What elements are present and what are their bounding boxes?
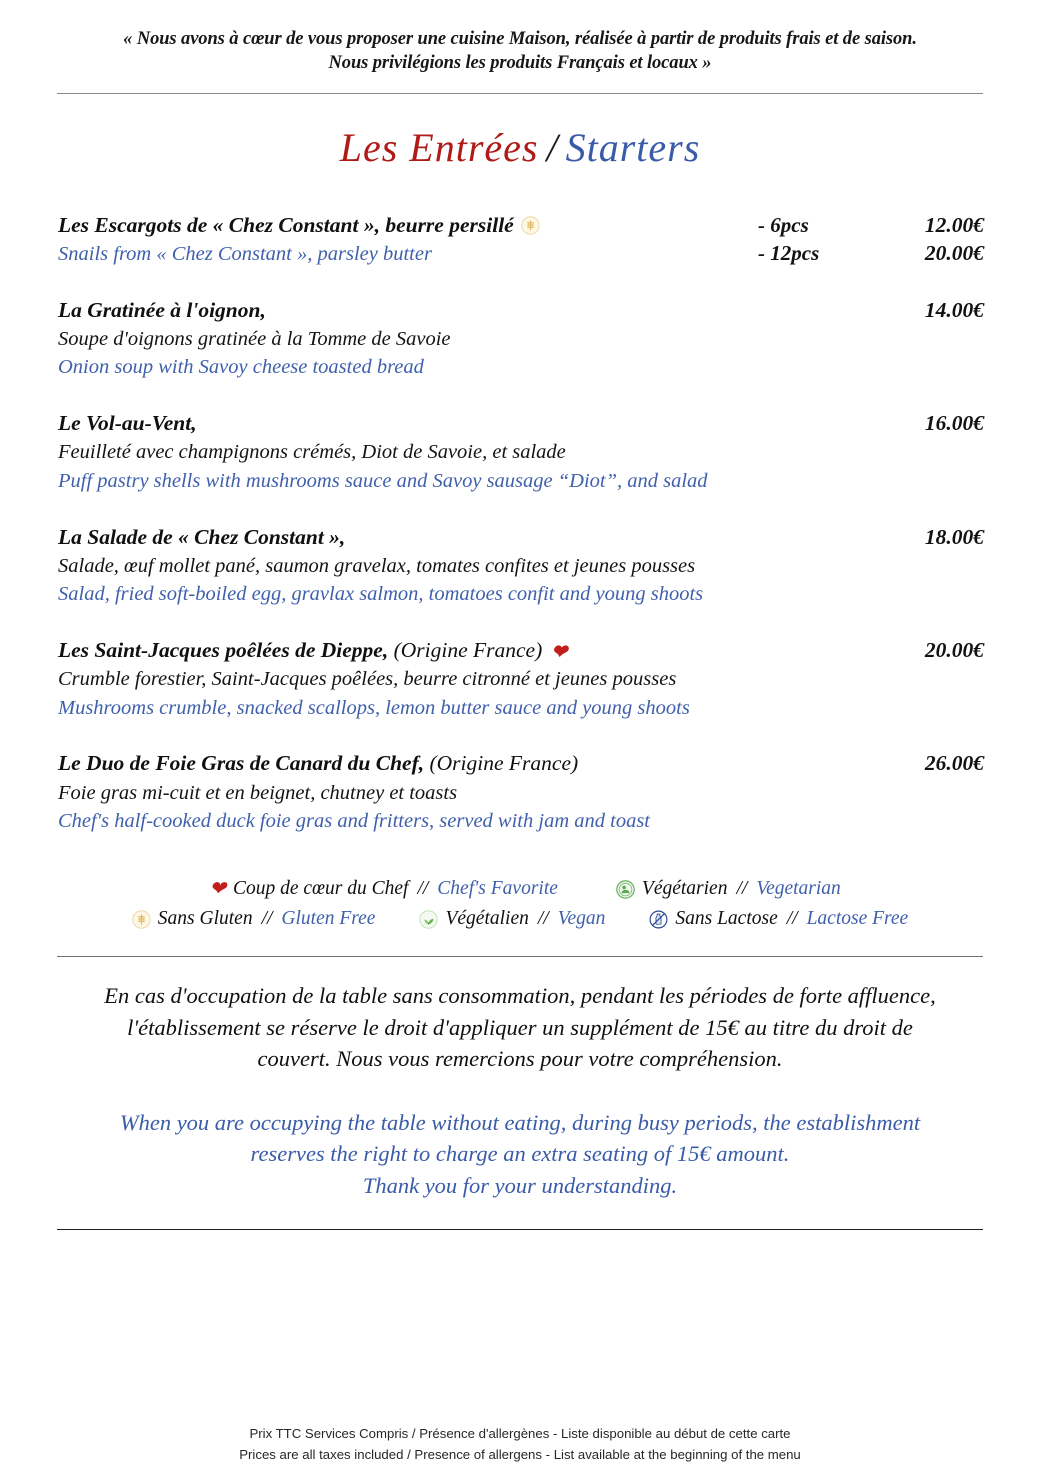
vegan-icon (419, 910, 438, 929)
header-quote (0, 0, 1040, 76)
legend-separator: // (261, 908, 273, 930)
menu-item-row (58, 240, 984, 269)
legend-label-english: Chef's Favorite (437, 877, 558, 899)
gluten-free-icon (521, 216, 540, 235)
footer-line-english: Prices are all taxes included / Presence of allergens - List available at the beginning of the menu (239, 1446, 801, 1462)
menu-item-row (58, 522, 984, 552)
item-name-french: La Gratinée à l'oignon, (58, 297, 266, 322)
divider-middle (57, 956, 983, 957)
legend-label-french: Végétarien (641, 877, 728, 899)
lactose-free-icon (649, 910, 668, 929)
legend-label-english: Vegan (557, 908, 606, 930)
legend-lactose-free (649, 904, 908, 934)
item-description-english: Chef's half-cooked duck foie gras and fritters, served with jam and toast (58, 810, 650, 833)
legend-vegan (419, 904, 605, 934)
legend-gluten-free (132, 904, 376, 934)
legend-vegetarian (616, 874, 841, 904)
notice-en-line-3: Thank you for your understanding. (362, 1172, 678, 1198)
item-description-english: Puff pastry shells with mushrooms sauce and Savoy sausage “Diot”, and salad (58, 469, 708, 492)
notice-english (38, 1107, 1002, 1202)
item-price: 26.00€ (924, 751, 984, 776)
quote-line-1: « Nous avons à cœur de vous proposer une cuisine Maison, réalisée à partir de produits frais et de saison. (123, 29, 917, 49)
menu-items-list (0, 210, 1040, 836)
item-name-french: Les Escargots de « Chez Constant », beurre persillé (58, 210, 540, 240)
menu-item-foie-gras (58, 748, 984, 835)
vegetarian-icon (616, 880, 635, 899)
divider-top (57, 93, 983, 94)
menu-item-row (58, 295, 984, 325)
legend-row-2 (60, 904, 980, 934)
notice-fr-line-3: couvert. Nous vous remercions pour votre compréhension. (257, 1046, 783, 1072)
item-description-french: Crumble forestier, Saint-Jacques poêlées, beurre citronné et jeunes pousses (58, 668, 677, 691)
gluten-free-icon (132, 910, 151, 929)
legend-label-french: Sans Gluten (157, 908, 253, 930)
item-description-french: Salade, œuf mollet pané, saumon gravelax, tomates confites et jeunes pousses (58, 554, 696, 577)
menu-item-escargots (58, 210, 984, 269)
legend-label-french: Végétalien (445, 908, 529, 930)
item-name-french: La Salade de « Chez Constant », (58, 524, 346, 549)
item-description-french: Feuilleté avec champignons crémés, Diot de Savoie, et salade (58, 441, 566, 464)
legend-label-english: Lactose Free (806, 908, 909, 930)
notice-section (0, 956, 1040, 1230)
section-title-french: Les Entrées (339, 124, 539, 170)
section-title-english: Starters (565, 124, 701, 170)
item-description-english: Mushrooms crumble, snacked scallops, lemon butter sauce and young shoots (58, 696, 690, 719)
dietary-legend (0, 874, 1040, 934)
item-price: 16.00€ (924, 411, 984, 436)
item-origin: (Origine France) (393, 638, 543, 662)
divider-bottom (57, 1229, 983, 1230)
legend-chefs-favorite (209, 874, 558, 904)
legend-separator: // (786, 908, 798, 930)
item-name-english: Snails from « Chez Constant », parsley butter (58, 242, 432, 265)
item-price: 14.00€ (924, 297, 984, 322)
legend-row-1 (60, 874, 980, 904)
section-title (0, 124, 1040, 170)
notice-en-line-2: reserves the right to charge an extra seating of 15€ amount. (250, 1141, 790, 1167)
menu-item-gratinee (58, 295, 984, 382)
legend-label-english: Vegetarian (756, 877, 841, 899)
quote-line-2: Nous privilégions les produits Français et locaux » (328, 53, 712, 74)
item-description-french: Foie gras mi-cuit et en beignet, chutney et toasts (58, 781, 458, 804)
legend-label-english: Gluten Free (281, 908, 376, 930)
page-footer (0, 1424, 1040, 1465)
notice-fr-line-2: l'établissement se réserve le droit d'appliquer un supplément de 15€ au titre du droit de (127, 1014, 913, 1040)
item-description-english: Onion soup with Savoy cheese toasted bread (58, 356, 424, 379)
item-description-french: Soupe d'oignons gratinée à la Tomme de Savoie (58, 327, 451, 350)
notice-fr-line-1: En cas d'occupation de la table sans consommation, pendant les périodes de forte affluence, (104, 983, 936, 1009)
heart-icon: ❤ (551, 642, 568, 663)
menu-item-row (58, 748, 984, 778)
legend-separator: // (736, 877, 748, 899)
menu-item-row (58, 210, 984, 240)
legend-label-french: Sans Lactose (675, 908, 778, 930)
item-price: 18.00€ (924, 524, 984, 549)
notice-french (38, 980, 1002, 1075)
item-quantity-2: - 12pcs (758, 240, 820, 265)
item-description-english: Salad, fried soft-boiled egg, gravlax salmon, tomatoes confit and young shoots (58, 583, 704, 606)
menu-item-row (58, 408, 984, 438)
item-price-1: 12.00€ (924, 212, 984, 237)
item-name-french: Le Duo de Foie Gras de Canard du Chef, (Origine France) (58, 751, 579, 776)
menu-item-vol-au-vent (58, 408, 984, 495)
legend-separator: // (537, 908, 549, 930)
menu-item-row (58, 635, 984, 665)
notice-en-line-1: When you are occupying the table without eating, during busy periods, the establishment (119, 1109, 921, 1135)
legend-separator: // (417, 877, 429, 899)
section-title-separator: / (546, 124, 558, 170)
item-name-french: Les Saint-Jacques poêlées de Dieppe, (Origine France) ❤ (58, 638, 568, 663)
item-price: 20.00€ (924, 638, 984, 662)
heart-icon: ❤ (209, 878, 226, 901)
item-origin: (Origine France) (429, 751, 579, 776)
item-quantity-1: - 6pcs (758, 212, 809, 237)
menu-item-salade (58, 522, 984, 609)
item-price-2: 20.00€ (924, 240, 984, 265)
item-name-french: Le Vol-au-Vent, (58, 411, 197, 436)
footer-line-french: Prix TTC Services Compris / Présence d'allergènes - Liste disponible au début de cette carte (249, 1426, 791, 1442)
menu-item-saint-jacques (58, 635, 984, 722)
legend-label-french: Coup de cœur du Chef (232, 877, 409, 899)
